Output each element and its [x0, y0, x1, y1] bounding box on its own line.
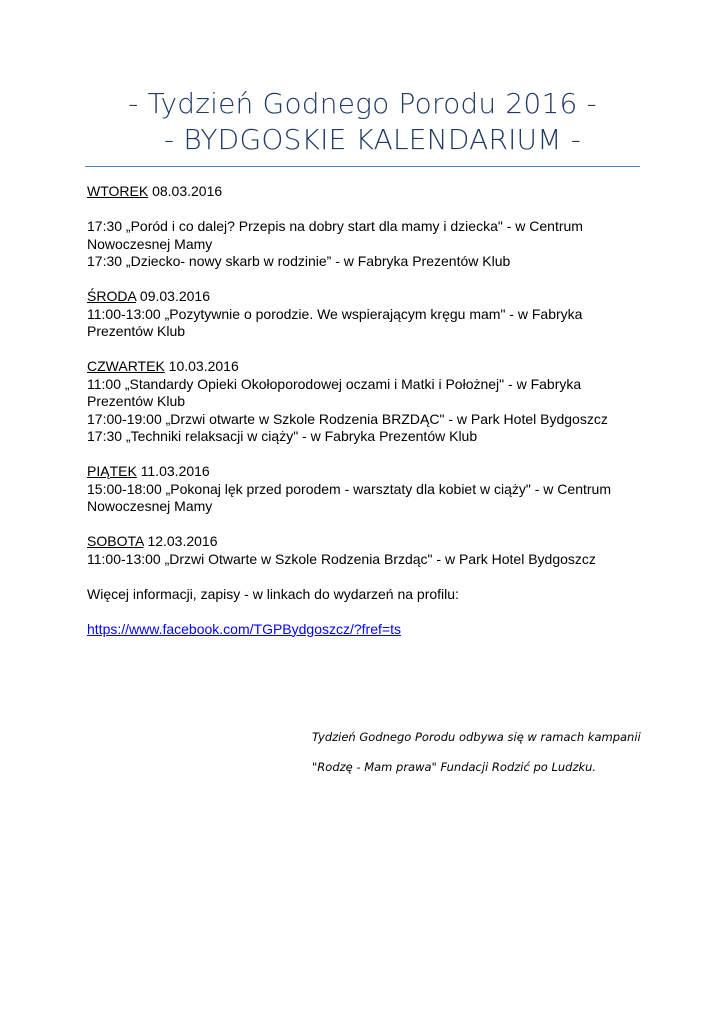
day-heading	[87, 183, 647, 201]
event-entry: 11:00-13:00 „Pozytywnie o porodzie. We wspierającym kręgu mam" - w Fabryka Prezentów Klub	[87, 305, 583, 339]
day-date: 08.03.2016	[152, 183, 223, 199]
title-line-2: - BYDGOSKIE KALENDARIUM -	[163, 123, 582, 156]
more-info-text: Więcej informacji, zapisy - w linkach do wydarzeń na profilu:	[87, 585, 459, 602]
facebook-link[interactable]: https://www.facebook.com/TGPBydgoszcz/?fref=ts	[87, 620, 401, 637]
day-section	[87, 463, 647, 516]
day-heading	[87, 358, 647, 376]
day-heading	[87, 463, 647, 481]
day-date: 11.03.2016	[140, 463, 210, 479]
day-name: WTOREK	[87, 183, 149, 199]
schedule	[87, 183, 647, 638]
day-section	[87, 533, 647, 568]
day-date: 09.03.2016	[139, 288, 210, 304]
day-name: SOBOTA	[87, 533, 144, 549]
day-heading	[87, 288, 647, 306]
event-entry: 17:00-19:00 „Drzwi otwarte w Szkole Rodzenia BRZDĄC" - w Park Hotel Bydgoszcz	[87, 410, 608, 427]
event-entry: 17:30 „Dziecko- nowy skarb w rodzinie” - w Fabryka Prezentów Klub	[87, 253, 511, 269]
event-entry: 11:00 „Standardy Opieki Okołoporodowej oczami i Matki i Położnej" - w Fabryka Prezentów Klub	[87, 375, 582, 409]
day-heading	[87, 533, 647, 551]
day-name: PIĄTEK	[87, 463, 137, 479]
day-section	[87, 358, 647, 446]
day-date: 10.03.2016	[168, 358, 239, 374]
event-entry: 11:00-13:00 „Drzwi Otwarte w Szkole Rodzenia Brzdąc" - w Park Hotel Bydgoszcz	[87, 550, 596, 567]
schedule-days	[87, 183, 647, 568]
day-section	[87, 288, 647, 341]
event-entry: 17:30 „Poród i co dalej? Przepis na dobry start dla mamy i dziecka" - w Centrum Nowoczesnej Mamy	[87, 218, 583, 252]
campaign-note-line-2: "Rodzę - Mam prawa" Fundacji Rodzić po Ludzku.	[312, 760, 597, 774]
event-entry: 15:00-18:00 „Pokonaj lęk przed porodem - warsztaty dla kobiet w ciąży" - w Centrum Nowoczesnej Mamy	[87, 480, 611, 514]
day-name: ŚRODA	[87, 288, 137, 304]
campaign-note	[312, 730, 672, 774]
day-date: 12.03.2016	[147, 533, 218, 549]
title-line-1: - Tydzień Godnego Porodu 2016 -	[128, 87, 597, 120]
title-divider	[85, 166, 640, 167]
event-entry: 17:30 „Techniki relaksacji w ciąży" - w Fabryka Prezentów Klub	[87, 428, 478, 444]
day-name: CZWARTEK	[87, 358, 165, 374]
document-title	[85, 86, 640, 158]
campaign-note-line-1: Tydzień Godnego Porodu odbywa się w ramach kampanii	[312, 730, 641, 744]
day-section	[87, 183, 647, 271]
blank-line	[87, 201, 647, 219]
